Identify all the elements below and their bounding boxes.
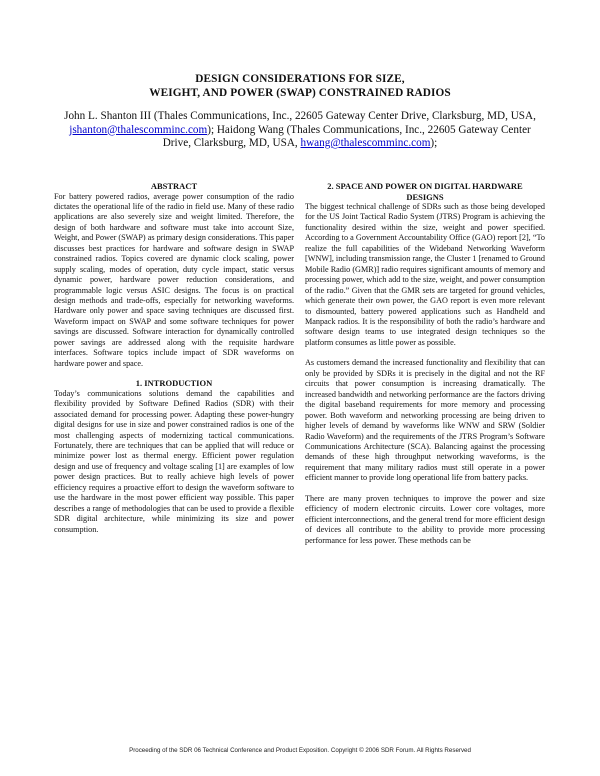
paper-title bbox=[0, 72, 600, 100]
author-block-end: ); bbox=[430, 137, 438, 149]
section2-paragraph-1: The biggest technical challenge of SDRs such as those being developed for the US Joint Tactical Radio System (JTRS) Program is achieving the functionality desired within the size, weight and power specified. According to a Government Accountability Office (GAO) report [2], “To realize the full capabilities of the Wideband Networking Waveform [WNW], including transmission range, the Cluster 1 [renamed to Ground Mobile Radio (GMR)] radio requires significant amounts of memory and processing power, which add to the size, weight, and power consumption of the radio.” Given that the GMR sets are targeted for ground vehicles, which generate their own power, the GAO report is even more relevant to dismounted, battery powered applications such as Handheld and Manpack radios. It is the responsibility of both the radio’s hardware and software design teams to use integrated design techniques so the platform consumes as little power as possible. bbox=[305, 202, 545, 347]
page-footer: Proceeding of the SDR 06 Technical Conference and Product Exposition. Copyright © 2006 SDR Forum. All Rights Reserved bbox=[129, 747, 471, 754]
section2-paragraph-2: As customers demand the increased functionality and flexibility that can only be provided by SDRs it is precisely in the digital and not the RF circuits that power consumption is increasing dramatically. The increased bandwidth and networking performance are the factors driving the digital baseband requirements for more memory and processing power. Both waveform and networking processing are being driven to higher levels of demand by waveforms like WNW and SRW (Soldier Radio Waveform) and the requirements of the JTRS Program’s Software Communications Architecture (SCA). Balancing against the processing demands of these high throughput networking waveforms, is the requirement that many military radios must still operate in a power efficient manner to provide long operational life from battery packs. bbox=[305, 358, 545, 483]
email-link-wang[interactable]: hwang@thalescomminc.com bbox=[300, 137, 431, 149]
right-column bbox=[305, 181, 545, 546]
introduction-text: Today’s communications solutions demand the capabilities and flexibility provided by Software Defined Radios (SDR) with their associated demand for processing power. Adapting these power-hungry digital designs for use in size and power constrained radios is one of the most challenging aspects of modernizing tactical communications. Fortunately, there are techniques that can be applied that will reduce or minimize power lost as thermal energy. Efficient power regulation design and use of frequency and voltage scaling [1] are examples of low power design practices. But to really achieve high levels of power efficiency requires a proactive effort to design the waveform software to use the hardware in the most power efficient way possible. This paper describes a range of methodologies that can be used to provide a flexible SDR digital architecture, while minimizing its size and power consumption. bbox=[54, 388, 294, 534]
section2-heading-line-2: DESIGNS bbox=[406, 191, 444, 202]
title-line-1: DESIGN CONSIDERATIONS FOR SIZE, bbox=[195, 73, 405, 85]
author-block bbox=[60, 110, 540, 151]
email-link-shanton[interactable]: jshanton@thalescomminc.com bbox=[69, 123, 208, 136]
left-column bbox=[54, 181, 294, 535]
introduction-heading: 1. INTRODUCTION bbox=[135, 378, 213, 389]
section2-heading bbox=[305, 181, 545, 202]
section2-paragraph-3: There are many proven techniques to improve the power and size efficiency of modern electronic circuits. Lower core voltages, more efficient interconnections, and the general trend for more efficient design of devices all contribute to the ability to provide more processing performance for less power. These methods can be bbox=[305, 493, 545, 545]
title-line-2: WEIGHT, AND POWER (SWAP) CONSTRAINED RADIOS bbox=[149, 87, 451, 99]
abstract-text: For battery powered radios, average power consumption of the radio dictates the operational life of the radio in field use. Many of these radio applications are also severely size and weight limited. Therefore, the design of both hardware and software must take into account Size, Weight, and Power (SWAP) as primary design considerations. This paper discusses best practices for hardware and software design in SWAP constrained radios. Topics covered are dynamic clock scaling, power supply scaling, modes of operation, duty cycle impact, static versus dynamic power, hardware power reduction considerations, and programmable logic versus ASIC designs. The focus is on practical design methods and trade-offs, especially for networking waveforms. Hardware only power and space saving techniques are discussed first. Waveform impact on SWAP and some software techniques for power savings are discussed. Software interaction for dynamically controlled power savings are addressed along with the requisite hardware interfaces. Software topics include impact of SDR waveforms on hardware power and space. bbox=[54, 191, 294, 368]
section2-heading-line-1: 2. SPACE AND POWER ON DIGITAL HARDWARE bbox=[327, 181, 523, 191]
author-affiliation-2: ); Haidong Wang (Thales Communications, Inc., 22605 Gateway Center Drive, Clarksburg, MD, USA, bbox=[162, 123, 531, 149]
author-affiliation-1: John L. Shanton III (Thales Communications, Inc., 22605 Gateway Center Drive, Clarksburg, MD, USA, bbox=[64, 110, 536, 122]
abstract-heading: ABSTRACT bbox=[150, 181, 198, 191]
